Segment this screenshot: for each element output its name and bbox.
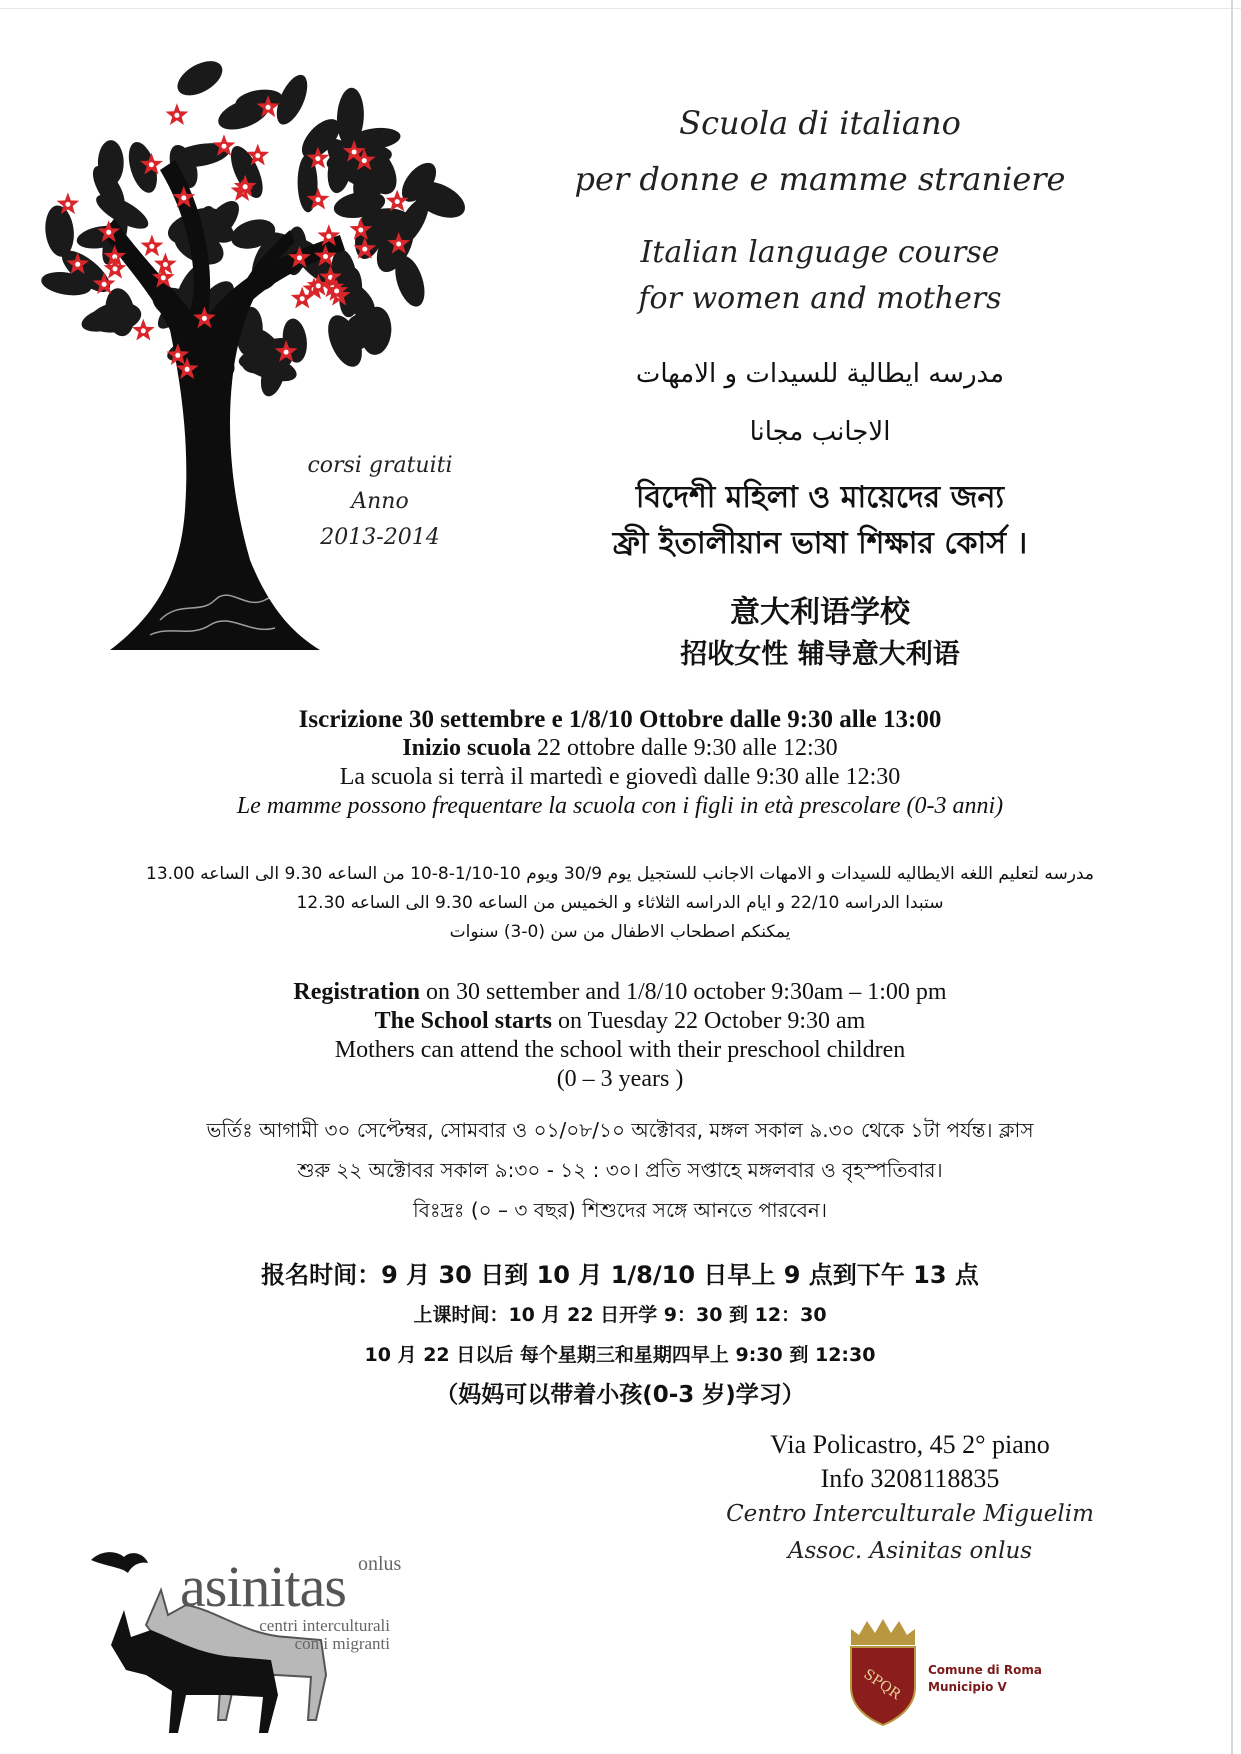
- italian-start-value: 22 ottobre dalle 9:30 alle 12:30: [537, 735, 838, 761]
- arabic-info-line-2: ستبدا الدراسه 22/10 و ايام الدراسه الثلاثاء و الخميس من الساعه 9.30 الى الساعه 12.30: [296, 893, 944, 913]
- free-courses-line: corsi gratuiti: [307, 453, 453, 478]
- chinese-info: [60, 1255, 1180, 1415]
- flower-center-icon: [202, 316, 207, 321]
- chinese-info-line-3: 10 月 22 日以后 每个星期三和星期四早上 9:30 到 12:30: [364, 1344, 876, 1366]
- italian-registration: Iscrizione 30 settembre e 1/8/10 Ottobre dalle 9:30 alle 13:00: [298, 706, 942, 733]
- page-edge-right: [1231, 0, 1233, 1754]
- arabic-info-line-3: يمكنكم اصطحاب الاطفال من سن (0-3) سنوات: [449, 922, 791, 942]
- english-title-line-1: Italian language course: [640, 235, 1000, 270]
- chinese-info-line-2: 上课时间：10 月 22 日开学 9：30 到 12：30: [413, 1304, 827, 1326]
- bengali-info-line-3: বিঃদ্রঃ (০ – ৩ বছর) শিশুদের সঙ্গে আনতে পারবেন।: [413, 1198, 827, 1222]
- comune-di-roma-label: [928, 1662, 1042, 1696]
- flower-center-icon: [161, 275, 166, 280]
- flower-center-icon: [75, 262, 80, 267]
- flower-center-icon: [181, 195, 186, 200]
- flower-center-icon: [149, 244, 154, 249]
- arabic-info: [60, 860, 1180, 947]
- leaf-icon: [123, 139, 162, 196]
- bengali-info-line-2: শুরু ২২ অক্টোবর সকাল ৯:৩০ - ১২ : ৩০। প্রতি সপ্তাহে মঙ্গলবার ও বৃহস্পতিবার।: [297, 1158, 943, 1182]
- bengali-info: [60, 1110, 1180, 1230]
- bengali-title: [540, 475, 1100, 567]
- flower-center-icon: [149, 162, 154, 167]
- english-registration: [60, 978, 1180, 1007]
- italian-title-line-1: Scuola di italiano: [679, 104, 961, 142]
- flower-center-icon: [102, 282, 107, 287]
- flower-center-icon: [316, 197, 321, 202]
- chinese-info-line-4: （妈妈可以带着小孩(0-3 岁)学习）: [435, 1382, 805, 1408]
- address-block: [700, 1428, 1120, 1570]
- crest-crown-icon: [851, 1619, 915, 1645]
- comune-di-roma-line-1: Comune di Roma: [928, 1663, 1042, 1677]
- asinitas-onlus: onlus: [358, 1553, 402, 1575]
- asinitas-wordmark: asinitas: [180, 1554, 346, 1619]
- bengali-info-line-1: ভর্তিঃ আগামী ৩০ সেপ্টেম্বর, সোমবার ও ০১/০৮/১০ অক্টোবর, মঙ্গল সকাল ৯.৩০ থেকে ১টা পর্যন্ত। ক্লাস: [206, 1118, 1034, 1142]
- english-mothers: Mothers can attend the school with their preschool children: [334, 1037, 906, 1063]
- flower-center-icon: [362, 247, 367, 252]
- english-start-value: on Tuesday 22 October 9:30 am: [558, 1008, 866, 1034]
- tree-illustration: [40, 60, 480, 670]
- flower-center-icon: [334, 289, 339, 294]
- flower-center-icon: [396, 242, 401, 247]
- flower-center-icon: [255, 153, 260, 158]
- page-edge-top: [0, 8, 1241, 9]
- leaf-icon: [98, 140, 124, 185]
- english-start: [60, 1007, 1180, 1036]
- address-association: Assoc. Asinitas onlus: [787, 1538, 1033, 1564]
- english-info: [60, 978, 1180, 1094]
- flower-center-icon: [141, 328, 146, 333]
- free-courses-note: [290, 448, 470, 556]
- flower-center-icon: [326, 234, 331, 239]
- flower-center-icon: [352, 150, 357, 155]
- flower-center-icon: [106, 230, 111, 235]
- chinese-title: [580, 590, 1060, 674]
- chinese-title-line-2: 招收女性 辅导意大利语: [680, 639, 960, 670]
- flower-center-icon: [300, 296, 305, 301]
- italian-title: [520, 95, 1120, 207]
- flower-center-icon: [65, 202, 70, 207]
- italian-mothers: Le mamme possono frequentare la scuola con i figli in età prescolare (0-3 anni): [236, 793, 1004, 819]
- flower-center-icon: [284, 350, 289, 355]
- year-label: Anno: [351, 489, 409, 514]
- flower-center-icon: [316, 283, 321, 288]
- asinitas-subtitle-line-2: con i migranti: [294, 1634, 390, 1653]
- italian-start-label: Inizio scuola: [402, 735, 532, 761]
- flower-center-icon: [266, 105, 271, 110]
- english-title: [520, 230, 1120, 322]
- flower-center-icon: [315, 156, 320, 161]
- italian-info: [60, 705, 1180, 821]
- comune-di-roma-crest-icon: [843, 1617, 923, 1727]
- crest-spqr: SPQR: [860, 1666, 904, 1703]
- english-reg-label: Registration: [293, 979, 421, 1005]
- flower-center-icon: [297, 255, 302, 260]
- arabic-title-line-1: مدرسه ايطالية للسيدات و الامهات: [635, 359, 1005, 389]
- english-title-line-2: for women and mothers: [638, 281, 1002, 316]
- bengali-title-line-2: ফ্রী ইতালীয়ান ভাষা শিক্ষার কোর্স ।: [612, 526, 1028, 561]
- english-ages: (0 – 3 years ): [556, 1066, 684, 1092]
- italian-schedule: La scuola si terrà il martedì e giovedì dalle 9:30 alle 12:30: [339, 764, 901, 790]
- bird-icon: [91, 1552, 148, 1573]
- address-phone: Info 3208118835: [820, 1464, 1000, 1493]
- leaf-icon: [43, 204, 76, 258]
- year-range: 2013-2014: [320, 525, 440, 550]
- flower-center-icon: [175, 353, 180, 358]
- address-street: Via Policastro, 45 2° piano: [770, 1430, 1050, 1459]
- flower-center-icon: [243, 184, 248, 189]
- comune-di-roma-line-2: Municipio V: [928, 1680, 1007, 1694]
- arabic-info-line-1: مدرسه لتعليم اللغه الايطاليه للسيدات و الامهات الاجانب للستجيل يوم 30/9 ويوم 10-1/10-8-10 من الساعه 9.30 الى الساعه 13.00: [146, 864, 1094, 884]
- asinitas-subtitle-line-1: centri interculturali: [259, 1616, 390, 1635]
- english-start-label: The School starts: [374, 1008, 553, 1034]
- flower-center-icon: [222, 144, 227, 149]
- bengali-title-line-1: বিদেশী মহিলা ও মায়েদের জন্য: [635, 480, 1005, 515]
- italian-title-line-2: per donne e mamme straniere: [574, 160, 1066, 198]
- arabic-title: [560, 345, 1080, 461]
- flower-center-icon: [163, 262, 168, 267]
- asinitas-subtitle: [240, 1617, 390, 1653]
- italian-start: [60, 734, 1180, 763]
- english-reg-value: on 30 settember and 1/8/10 october 9:30am – 1:00 pm: [426, 979, 947, 1005]
- flower-center-icon: [323, 254, 328, 259]
- flower-center-icon: [358, 228, 363, 233]
- arabic-title-line-2: الاجانب مجانا: [749, 417, 891, 447]
- flower-center-icon: [185, 367, 190, 372]
- leaf-icon: [172, 60, 228, 103]
- flower-center-icon: [395, 199, 400, 204]
- chinese-title-line-1: 意大利语学校: [730, 595, 910, 630]
- chinese-info-line-1: 报名时间：9 月 30 日到 10 月 1/8/10 日早上 9 点到下午 13 点: [261, 1261, 979, 1289]
- flower-center-icon: [362, 158, 367, 163]
- flower-center-icon: [174, 113, 179, 118]
- address-centre: Centro Interculturale Miguelim: [726, 1501, 1094, 1527]
- flower-center-icon: [113, 266, 118, 271]
